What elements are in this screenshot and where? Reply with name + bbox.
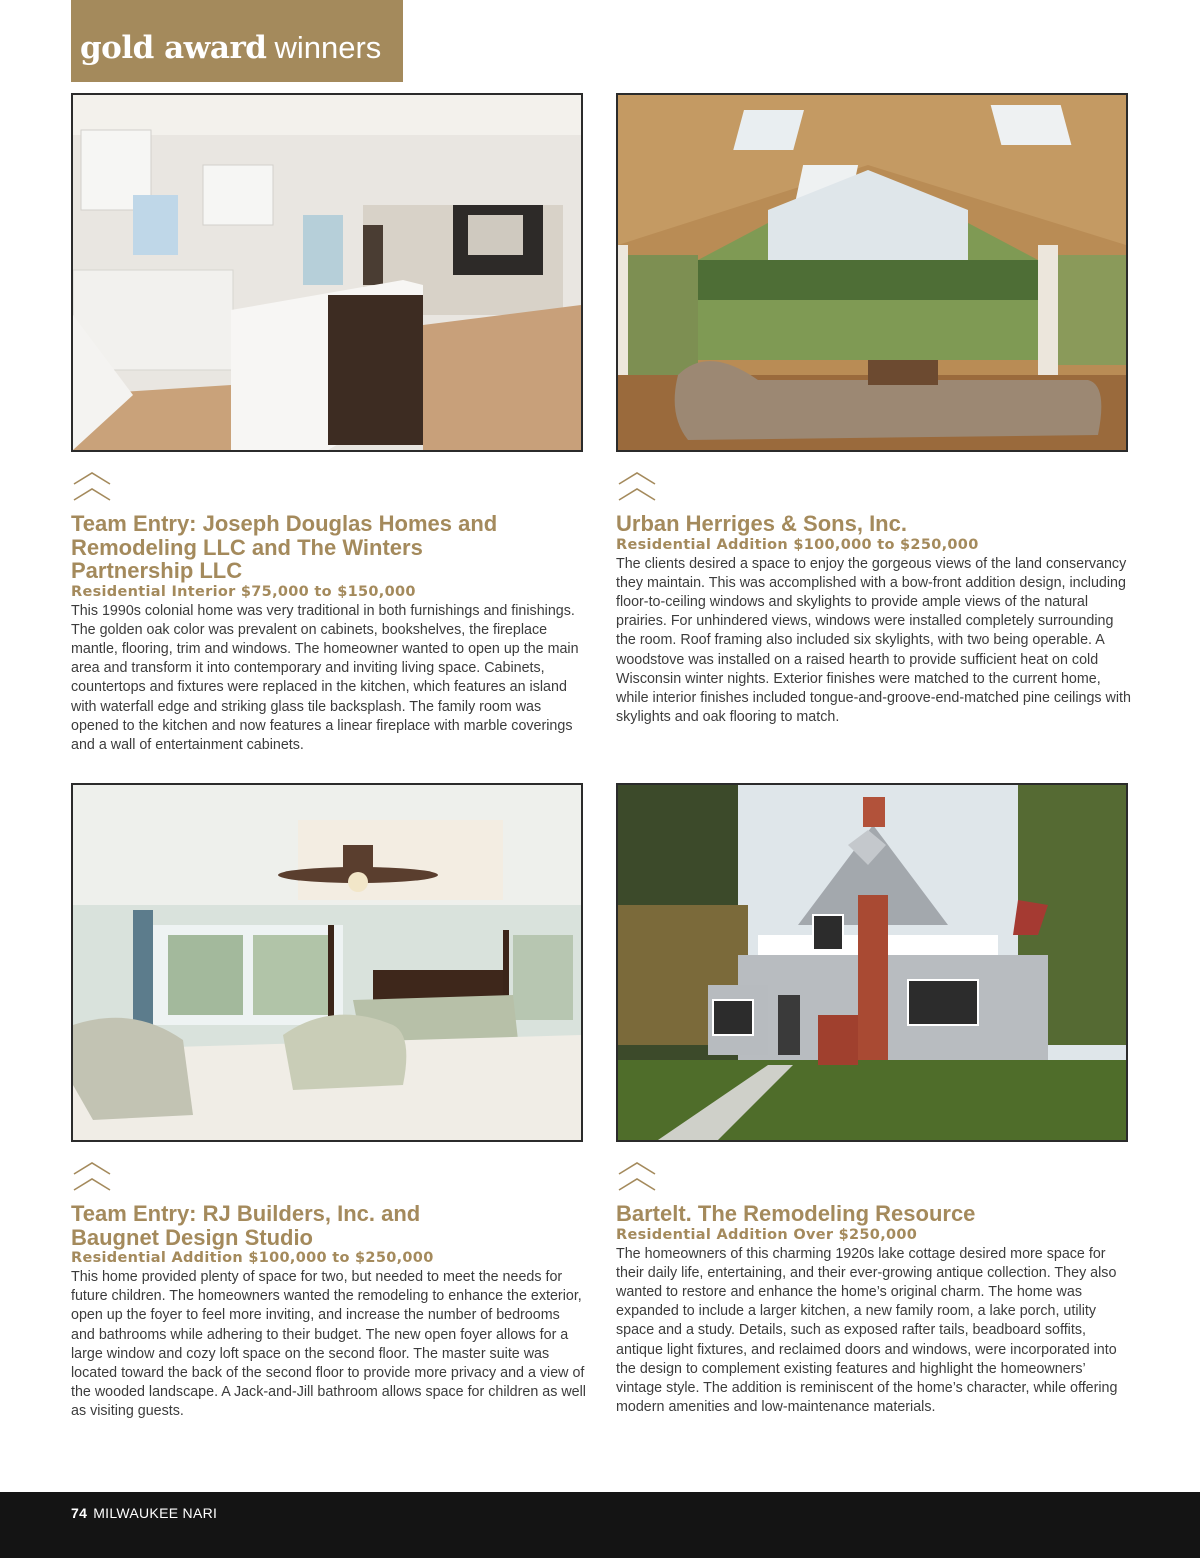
section-header — [71, 0, 403, 82]
entry-category: Residential Addition $100,000 to $250,000 — [616, 536, 979, 553]
entry-title: Urban Herriges & Sons, Inc. — [616, 511, 907, 536]
chevron-up-icon — [617, 471, 657, 503]
chevron-up-icon — [617, 1161, 657, 1193]
section-title-bold: gold award — [80, 30, 267, 66]
award-entry — [71, 512, 586, 755]
cottage-photo — [616, 783, 1128, 1142]
entry-category: Residential Addition $100,000 to $250,000 — [71, 1250, 434, 1266]
entry-category: Residential Interior $75,000 to $150,000 — [71, 583, 416, 600]
section-title-light: winners — [274, 30, 382, 65]
award-entry — [71, 1202, 586, 1422]
sunroom-photo — [616, 93, 1128, 452]
award-entry — [616, 512, 1131, 727]
award-entry — [616, 1202, 1131, 1417]
page-number: 74 — [71, 1505, 88, 1521]
entry-body: The clients desired a space to enjoy the gorgeous views of the land conservancy they maintain. This was accomplished with a bow-front addition design, including floor-to-ceiling windows and skylights to provide ample views of the natural prairies. For unhindered views, windows were installed completely surrounding the room. Roof framing also included six skylights, with two being operable. A woodstove was installed on a raised hearth to provide sufficient heat on cold Wisconsin winter nights. Exterior finishes were matched to the current home, while interior finishes included tongue-and-groove-end-matched pine ceilings with skylights and oak flooring to match. — [616, 555, 1131, 726]
chevron-up-icon — [72, 1161, 112, 1193]
publication-name: MILWAUKEE NARI — [93, 1505, 218, 1521]
bedroom-photo — [71, 783, 583, 1142]
entry-category: Residential Addition Over $250,000 — [616, 1226, 918, 1243]
entry-body: This home provided plenty of space for two, but needed to meet the needs for future children. The homeowners wanted the remodeling to enhance the exterior, open up the foyer to feel more inviting, and increase the number of bedrooms and bathrooms while adhering to their budget. The new open foyer allows for a large window and cozy loft space on the second floor. The master suite was located toward the back of the second floor to provide more privacy and a view of the wooded landscape. A Jack-and-Jill bathroom allows space for children as well as visiting guests. — [71, 1269, 586, 1420]
entry-body: This 1990s colonial home was very traditional in both furnishings and finishings. The golden oak color was prevalent on cabinets, bookshelves, the fireplace mantle, flooring, trim and windows. The homeowner wanted to open up the main area and transform it into contemporary and inviting living space. Cabinets, countertops and fixtures were replaced in the kitchen, which features an island with waterfall edge and striking glass tile backsplash. The family room was opened to the kitchen and now features a linear fireplace with marble coverings and a wall of entertainment cabinets. — [71, 602, 579, 753]
entry-title: Team Entry: Joseph Douglas Homes and Remodeling LLC and The Winters Partnership LLC — [71, 511, 498, 583]
kitchen-photo — [71, 93, 583, 452]
page-footer — [0, 1492, 1200, 1558]
entry-body: The homeowners of this charming 1920s lake cottage desired more space for their daily life, entertaining, and their ever-growing antique collection. They also wanted to restore and enhance the home’s original charm. The home was expanded to include a larger kitchen, a new family room, a lake porch, utility space and a study. Details, such as exposed rafter tails, beadboard soffits, antique light fixtures, and reclaimed doors and windows, were incorporated into the design to complement existing features and highlight the homeowners’ vintage style. The addition is reminiscent of the home’s character, while offering modern amenities and low-maintenance materials. — [616, 1245, 1118, 1416]
entry-title: Bartelt. The Remodeling Resource — [616, 1201, 976, 1226]
folio — [71, 1505, 217, 1521]
chevron-up-icon — [72, 471, 112, 503]
entry-title: Team Entry: RJ Builders, Inc. and Baugnet Design Studio — [71, 1201, 421, 1250]
